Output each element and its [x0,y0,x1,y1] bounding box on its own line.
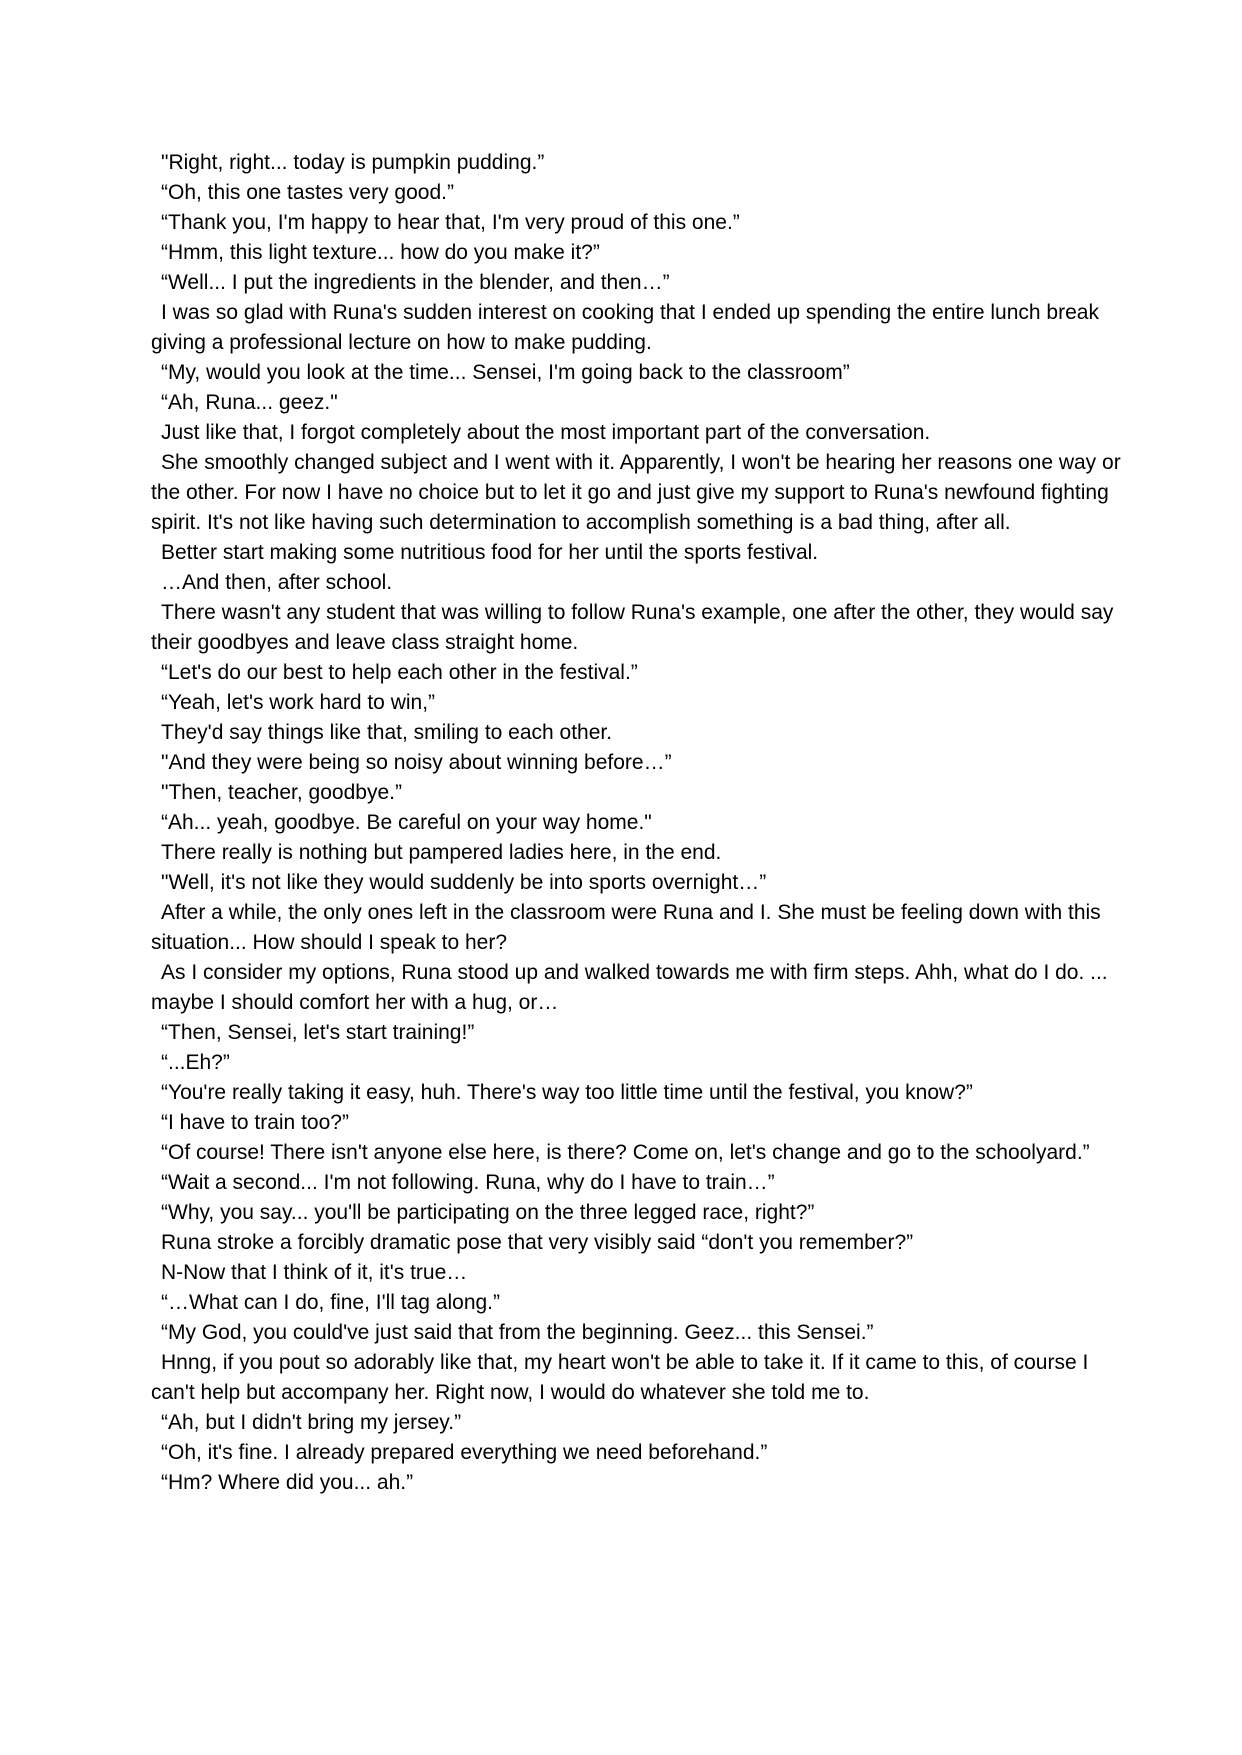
paragraph: "Then, teacher, goodbye.” [161,781,402,804]
paragraph: “Hm? Where did you... ah.” [161,1471,414,1494]
paragraph: "And they were being so noisy about winning before…” [161,751,672,774]
paragraph: …And then, after school. [161,571,393,594]
paragraph: Hnng, if you pout so adorably like that, my heart won't be able to take it. If it came to this, of course I can't help but accompany her. Right now, I would do whatever she told me to. [151,1351,1089,1404]
paragraph: “Then, Sensei, let's start training!” [161,1021,475,1044]
paragraph: As I consider my options, Runa stood up and walked towards me with firm steps. Ahh, what do I do. ... maybe I should comfort her with a hug, or… [151,961,1108,1014]
paragraph: Better start making some nutritious food for her until the sports festival. [161,541,819,564]
paragraph: They'd say things like that, smiling to each other. [161,721,613,744]
paragraph: There wasn't any student that was willing to follow Runa's example, one after the other, they would say their goodbyes and leave class straight home. [151,601,1114,654]
paragraph: I was so glad with Runa's sudden interest on cooking that I ended up spending the entire lunch break giving a professional lecture on how to make pudding. [151,301,1099,354]
paragraph: “Well... I put the ingredients in the blender, and then…” [161,271,670,294]
paragraph: "Right, right... today is pumpkin pudding.” [161,151,545,174]
paragraph: “Ah... yeah, goodbye. Be careful on your way home." [161,811,652,834]
paragraph: “My, would you look at the time... Sensei, I'm going back to the classroom” [161,361,850,384]
paragraph: “...Eh?” [161,1051,230,1074]
paragraph: Runa stroke a forcibly dramatic pose that very visibly said “don't you remember?” [161,1231,914,1254]
page-text [151,148,1126,1498]
paragraph: “Why, you say... you'll be participating on the three legged race, right?” [161,1201,815,1224]
paragraph: There really is nothing but pampered ladies here, in the end. [161,841,722,864]
paragraph: “I have to train too?” [161,1111,349,1134]
paragraph: She smoothly changed subject and I went with it. Apparently, I won't be hearing her reasons one way or the other. For now I have no choice but to let it go and just give my support to Runa's newfound fighting spirit. It's not like having such determination to accomplish something is a bad thing, after all. [151,451,1121,534]
paragraph: “Ah, but I didn't bring my jersey.” [161,1411,462,1434]
paragraph: “Ah, Runa... geez." [161,391,338,414]
paragraph: “Wait a second... I'm not following. Runa, why do I have to train…” [161,1171,775,1194]
paragraph: “My God, you could've just said that from the beginning. Geez... this Sensei.” [161,1321,874,1344]
paragraph: “Let's do our best to help each other in the festival.” [161,661,638,684]
paragraph: N-Now that I think of it, it's true… [161,1261,468,1284]
paragraph: “Oh, it's fine. I already prepared everything we need beforehand.” [161,1441,768,1464]
paragraph: “Of course! There isn't anyone else here, is there? Come on, let's change and go to the schoolyard.” [161,1141,1090,1164]
paragraph: “Hmm, this light texture... how do you make it?” [161,241,600,264]
paragraph: “Yeah, let's work hard to win,” [161,691,436,714]
paragraph: “You're really taking it easy, huh. There's way too little time until the festival, you know?” [161,1081,973,1104]
paragraph: After a while, the only ones left in the classroom were Runa and I. She must be feeling down with this situation... How should I speak to her? [151,901,1101,954]
paragraph: “Oh, this one tastes very good.” [161,181,454,204]
paragraph: "Well, it's not like they would suddenly be into sports overnight…” [161,871,767,894]
paragraph: “…What can I do, fine, I'll tag along.” [161,1291,501,1314]
paragraph: “Thank you, I'm happy to hear that, I'm very proud of this one.” [161,211,740,234]
paragraph: Just like that, I forgot completely about the most important part of the conversation. [161,421,931,444]
